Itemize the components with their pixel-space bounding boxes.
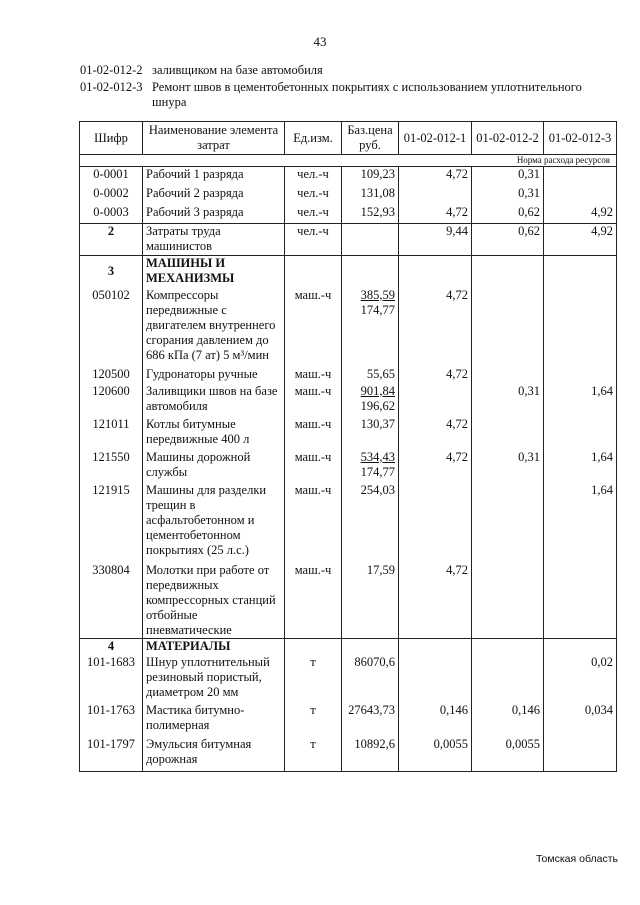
row-v3: 1,64: [544, 483, 617, 563]
row-v3: [544, 167, 617, 186]
price-main: 534,43: [360, 449, 395, 464]
row-v1: 4,72: [399, 563, 472, 639]
row-code: 121915: [80, 483, 143, 563]
row-v2: 0,31: [472, 186, 544, 205]
row-price: 109,23: [342, 167, 399, 186]
row-code: 121011: [80, 417, 143, 450]
row-code: 101-1683: [80, 655, 143, 703]
row-code: 4: [80, 638, 143, 655]
row-price: 10892,6: [342, 737, 399, 771]
row-price: [342, 288, 399, 367]
norm-label-row: [80, 155, 617, 167]
footer-region: Томская область: [535, 853, 618, 865]
row-v1: 4,72: [399, 417, 472, 450]
row-v2: [472, 483, 544, 563]
row-v2: 0,62: [472, 224, 544, 256]
header-code: Шифр: [80, 122, 143, 155]
row-v2: [472, 655, 544, 703]
row-v2: 0,146: [472, 703, 544, 737]
row-unit: т: [285, 655, 342, 703]
row-name: Гудронаторы ручные: [143, 367, 285, 384]
row-v1: 4,72: [399, 288, 472, 367]
row-code: 3: [80, 256, 143, 288]
estimate-code: 01-02-012-3: [80, 80, 143, 94]
table-row: [80, 737, 617, 771]
row-v3: 0,034: [544, 703, 617, 737]
row-price: 55,65: [342, 367, 399, 384]
row-v3: 4,92: [544, 224, 617, 256]
row-v1: [399, 638, 472, 655]
table-row: [80, 563, 617, 639]
norm-label: Норма расхода ресурсов: [80, 155, 617, 167]
estimate-text: Ремонт швов в цементобетонных покрытиях с использованием уплотнительного шнура: [152, 80, 582, 109]
row-code: 2: [80, 224, 143, 256]
row-v1: 9,44: [399, 224, 472, 256]
table-row: [80, 638, 617, 655]
row-price: 152,93: [342, 205, 399, 224]
row-code: 101-1797: [80, 737, 143, 771]
row-v2: [472, 256, 544, 288]
row-price: 131,08: [342, 186, 399, 205]
row-v2: 0,31: [472, 450, 544, 483]
row-name: Котлы битумные передвижные 400 л: [143, 417, 285, 450]
section-title: МАШИНЫ И МЕХАНИЗМЫ: [143, 256, 285, 288]
row-code: 120600: [80, 384, 143, 417]
row-code: 0-0003: [80, 205, 143, 224]
page-number: 43: [313, 34, 327, 49]
row-name: Молотки при работе от передвижных компрессорных станций отбойные пневматические: [143, 563, 285, 639]
row-v3: [544, 186, 617, 205]
row-unit: чел.-ч: [285, 205, 342, 224]
row-v1: [399, 655, 472, 703]
row-code: 330804: [80, 563, 143, 639]
row-unit: маш.-ч: [285, 367, 342, 384]
row-v2: 0,62: [472, 205, 544, 224]
row-name: Эмульсия битумная дорожная: [143, 737, 285, 771]
row-price: 27643,73: [342, 703, 399, 737]
estimate-line-2: [80, 80, 592, 110]
row-code: 050102: [80, 288, 143, 367]
row-v3: [544, 256, 617, 288]
table-row: [80, 703, 617, 737]
header-unit: Ед.изм.: [285, 122, 342, 155]
row-name: Рабочий 1 разряда: [143, 167, 285, 186]
row-v3: 0,02: [544, 655, 617, 703]
table-row: [80, 186, 617, 205]
row-name: Заливщики швов на базе автомобиля: [143, 384, 285, 417]
row-name: Машины дорожной службы: [143, 450, 285, 483]
table-row: [80, 384, 617, 417]
row-price: [342, 384, 399, 417]
table-row: [80, 205, 617, 224]
row-unit: чел.-ч: [285, 186, 342, 205]
table-row: [80, 167, 617, 186]
row-unit: маш.-ч: [285, 384, 342, 417]
row-v3: [544, 288, 617, 367]
row-v3: [544, 417, 617, 450]
row-v1: 0,0055: [399, 737, 472, 771]
row-v3: 4,92: [544, 205, 617, 224]
row-v1: 4,72: [399, 367, 472, 384]
row-v2: 0,0055: [472, 737, 544, 771]
row-v3: [544, 737, 617, 771]
row-price: 254,03: [342, 483, 399, 563]
row-v1: 0,146: [399, 703, 472, 737]
estimate-code: 01-02-012-2: [80, 63, 143, 77]
row-v3: 1,64: [544, 384, 617, 417]
row-name: Компрессоры передвижные с двигателем внутреннего сгорания давлением до 686 кПа (7 ат) 5 м³/мин: [143, 288, 285, 367]
header-name: Наименование элемента затрат: [143, 122, 285, 155]
table-row: [80, 417, 617, 450]
row-price: [342, 638, 399, 655]
price-secondary: 174,77: [360, 464, 395, 479]
row-unit: маш.-ч: [285, 483, 342, 563]
row-price: [342, 450, 399, 483]
header-col3: 01-02-012-3: [544, 122, 617, 155]
table-header-row: [80, 122, 617, 155]
row-price: [342, 224, 399, 256]
row-v3: [544, 367, 617, 384]
price-main: 385,59: [360, 287, 395, 302]
row-v1: [399, 384, 472, 417]
row-code: 121550: [80, 450, 143, 483]
row-v2: [472, 288, 544, 367]
table-row: [80, 224, 617, 256]
row-code: 0-0001: [80, 167, 143, 186]
header-col1: 01-02-012-1: [399, 122, 472, 155]
row-unit: чел.-ч: [285, 224, 342, 256]
row-v1: [399, 186, 472, 205]
row-v1: [399, 483, 472, 563]
row-name: Рабочий 2 разряда: [143, 186, 285, 205]
price-secondary: 196,62: [360, 398, 395, 413]
row-price: 130,37: [342, 417, 399, 450]
estimate-line-1: [80, 63, 592, 78]
row-v2: 0,31: [472, 167, 544, 186]
row-v3: 1,64: [544, 450, 617, 483]
row-unit: маш.-ч: [285, 417, 342, 450]
row-v2: 0,31: [472, 384, 544, 417]
header-col2: 01-02-012-2: [472, 122, 544, 155]
table-row: [80, 367, 617, 384]
row-v1: [399, 256, 472, 288]
row-code: 0-0002: [80, 186, 143, 205]
table-row: [80, 256, 617, 288]
row-name: Рабочий 3 разряда: [143, 205, 285, 224]
table-row: [80, 483, 617, 563]
table-row: [80, 288, 617, 367]
table-row: [80, 450, 617, 483]
row-v1: 4,72: [399, 205, 472, 224]
section-title: МАТЕРИАЛЫ: [143, 638, 285, 655]
estimate-text: заливщиком на базе автомобиля: [152, 63, 323, 77]
row-code: 120500: [80, 367, 143, 384]
row-unit: маш.-ч: [285, 563, 342, 639]
row-name: Шнур уплотнительный резиновый пористый, диаметром 20 мм: [143, 655, 285, 703]
row-v3: [544, 563, 617, 639]
row-unit: чел.-ч: [285, 167, 342, 186]
row-v1: 4,72: [399, 167, 472, 186]
resource-norms-table: [79, 121, 617, 772]
row-v2: [472, 563, 544, 639]
row-unit: [285, 638, 342, 655]
table-row: [80, 655, 617, 703]
row-price: 86070,6: [342, 655, 399, 703]
price-secondary: 174,77: [360, 302, 395, 317]
header-price: Баз.цена руб.: [342, 122, 399, 155]
row-unit: т: [285, 737, 342, 771]
row-price: [342, 256, 399, 288]
row-price: 17,59: [342, 563, 399, 639]
row-unit: т: [285, 703, 342, 737]
row-v2: [472, 638, 544, 655]
row-unit: [285, 256, 342, 288]
row-name: Затраты труда машинистов: [143, 224, 285, 256]
row-v3: [544, 638, 617, 655]
row-unit: маш.-ч: [285, 288, 342, 367]
row-v2: [472, 367, 544, 384]
row-name: Машины для разделки трещин в асфальтобетонном и цементобетонном покрытиях (25 л.с.): [143, 483, 285, 563]
row-unit: маш.-ч: [285, 450, 342, 483]
row-name: Мастика битумно-полимерная: [143, 703, 285, 737]
row-code: 101-1763: [80, 703, 143, 737]
row-v2: [472, 417, 544, 450]
price-main: 901,84: [360, 383, 395, 398]
row-v1: 4,72: [399, 450, 472, 483]
